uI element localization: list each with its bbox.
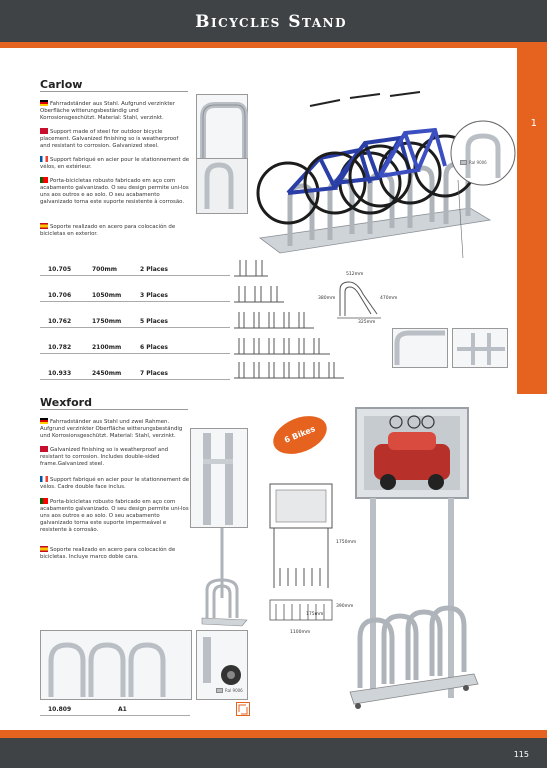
german-flag-icon bbox=[40, 100, 48, 106]
page-number: 115 bbox=[513, 750, 529, 759]
wexford-depth-dim: 175mm bbox=[306, 612, 324, 617]
spanish-flag-icon bbox=[40, 546, 48, 552]
carlow-description-de: Fahrradständer aus Stahl. Aufgrund verzinkter Oberfläche witterungsbeständig und Korrosionsgeschützt. Material: Stahl, verzinkt. bbox=[40, 101, 175, 121]
carlow-height1-dim: 380mm bbox=[318, 296, 336, 301]
wexford-dimension-drawings bbox=[262, 478, 342, 638]
table-row: 10.782 2100mm 6 Places bbox=[40, 344, 230, 354]
wexford-description-de: Fahrradständer aus Stahl und zwei Rahmen. Aufgrund verzinkter Oberfläche witterungsbeständig und Korrosionsgeschützt. Material: Stahl, verzinkt. bbox=[40, 419, 183, 439]
footer-accent-strip bbox=[0, 730, 547, 738]
carlow-description-es: Soporte realizado en acero para colocación de bicicletas en exterior. bbox=[40, 224, 176, 237]
wexford-title-underline bbox=[40, 409, 188, 410]
rack-loop-detail-icon bbox=[197, 159, 249, 215]
wexford-rack-height-dim: 390mm bbox=[336, 604, 354, 609]
header-bar bbox=[0, 0, 547, 42]
portuguese-flag-icon bbox=[40, 498, 48, 504]
ral-swatch-icon bbox=[216, 688, 223, 693]
rack-joint-detail-icon bbox=[393, 329, 449, 369]
wexford-width-dim: 1100mm bbox=[290, 630, 311, 635]
uk-flag-icon bbox=[40, 446, 48, 452]
carlow-description-en: Support made of steel for outdoor bicycle placement. Galvanized finishing so is weatherproof and resistant to corrosion. Galvanized steel. bbox=[40, 129, 179, 149]
carlow-description-pt: Porta-bicicletas robusto fabricado em aço com acabamento galvanizado. O seu design permite uni-los uns aos outros e ao solo. O seu acabamento galvanizado torna este suporte resistente à corrosão. bbox=[40, 178, 189, 205]
wexford-title: Wexford bbox=[40, 396, 92, 409]
wexford-description-es: Soporte realizado en acero para colocación de bicicletas. Incluye marco doble cara. bbox=[40, 547, 176, 560]
wexford-description-fr: Support fabriqué en acier pour le stationnement de vélos. Cadre double face inclus. bbox=[40, 477, 190, 490]
carlow-dimension-drawing bbox=[335, 278, 385, 320]
header-accent-strip bbox=[0, 42, 547, 48]
carlow-rack-size-diagrams bbox=[234, 258, 334, 378]
ral-swatch-icon bbox=[460, 160, 467, 165]
carlow-detail-photo-4 bbox=[452, 328, 508, 368]
portuguese-flag-icon bbox=[40, 177, 48, 183]
wexford-frame-detail-photo bbox=[190, 428, 248, 528]
carlow-height2-dim: 470mm bbox=[380, 296, 398, 301]
page-title: Bicycles Stand bbox=[195, 12, 347, 32]
poster-frame-icon bbox=[236, 702, 250, 716]
spanish-flag-icon bbox=[40, 223, 48, 229]
carlow-ral-label: Ral 9006 bbox=[460, 160, 487, 165]
wexford-description-en: Galvanized finishing so is weatherproof and resistant to corrosion. Includes double-sided frame.Galvanized steel. bbox=[40, 447, 169, 467]
wexford-rack-detail-photo bbox=[40, 630, 192, 700]
frame-corner-detail-icon bbox=[191, 429, 249, 529]
german-flag-icon bbox=[40, 418, 48, 424]
wexford-height-dim: 1750mm bbox=[336, 540, 357, 545]
wexford-description-pt: Porta-bicicletas robusto fabricado em aço com acabamento galvanizado. O seu design permite uni-los uns aos outros e ao solo. O seu acabamento galvanizado torna este suporte impermeável e resistente à corrosão. bbox=[40, 499, 189, 533]
table-row: 10.762 1750mm 5 Places bbox=[40, 318, 230, 328]
table-row: 10.933 2450mm 7 Places bbox=[40, 370, 230, 380]
section-side-tab bbox=[517, 48, 547, 394]
carlow-description-fr: Support fabriqué en acier pour le stationnement de vélos, en extérieur. bbox=[40, 157, 190, 170]
carlow-zoom-detail bbox=[448, 118, 518, 188]
carlow-detail-photo-3 bbox=[392, 328, 448, 368]
table-row: 10.809 A1 bbox=[40, 706, 190, 716]
table-row: 10.706 1050mm 3 Places bbox=[40, 292, 230, 302]
table-row: 10.705 700mm 2 Places bbox=[40, 266, 230, 276]
french-flag-icon bbox=[40, 156, 48, 162]
wexford-side-view bbox=[202, 528, 262, 628]
wexford-ral-label: Ral 9006 bbox=[216, 688, 243, 693]
wexford-stand-illustration bbox=[340, 398, 480, 718]
rack-bar-detail-icon bbox=[453, 329, 509, 369]
carlow-detail-photo-bottom bbox=[196, 158, 248, 214]
carlow-depth-dim: 325mm bbox=[358, 320, 376, 325]
french-flag-icon bbox=[40, 476, 48, 482]
carlow-title: Carlow bbox=[40, 78, 83, 91]
six-bikes-badge: 6 Bikes bbox=[268, 409, 333, 462]
carlow-width-dim: 512mm bbox=[346, 272, 364, 277]
side-tab-number: 1 bbox=[530, 118, 537, 129]
rack-arches-detail-icon bbox=[41, 631, 193, 701]
carlow-title-underline bbox=[40, 91, 188, 92]
uk-flag-icon bbox=[40, 128, 48, 134]
footer-bar bbox=[0, 738, 547, 768]
